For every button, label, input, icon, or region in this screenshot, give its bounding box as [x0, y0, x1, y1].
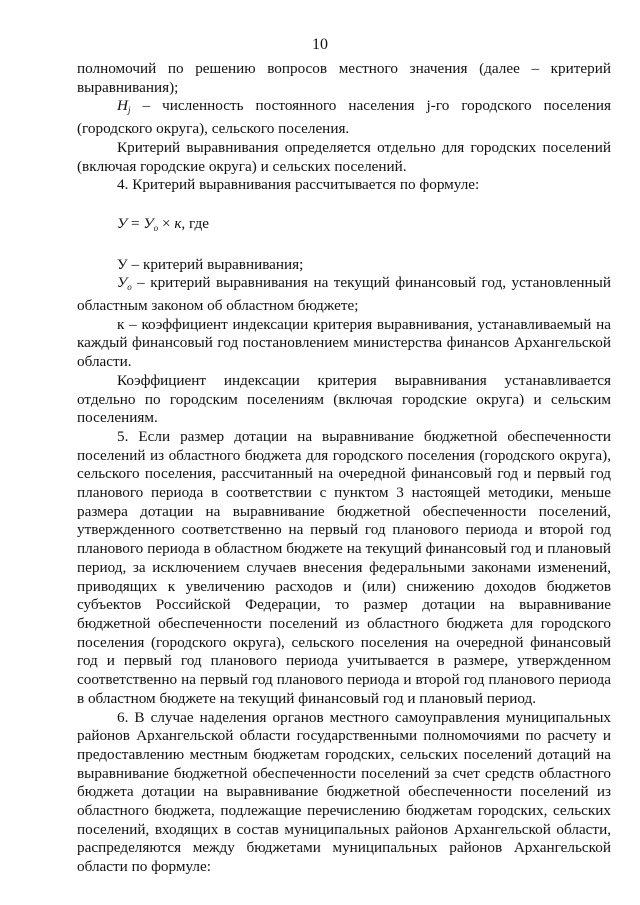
- formula-u-sub: о: [153, 222, 159, 233]
- formula-tail: , где: [181, 214, 209, 232]
- spacer: [77, 238, 611, 256]
- paragraph-k-separate: Коэффициент индексации критерия выравнивания устанавливается отдельно по городским поселениям (включая городские округа) и сельским поселениям.: [77, 371, 611, 427]
- subscript-o: о: [127, 282, 132, 293]
- formula-eq: =: [127, 214, 144, 232]
- document-body: [77, 60, 611, 877]
- formula-k: к: [174, 214, 182, 232]
- definition-h-text: – численность постоянного населения j-го городского поселения (городского округа), сельского поселения.: [77, 97, 611, 138]
- paragraph-criteria-separate: Критерий выравнивания определяется отдельно для городских поселений (включая городские округа) и сельских поселений.: [77, 138, 611, 175]
- formula-times: ×: [158, 214, 175, 232]
- definition-k: к – коэффициент индексации критерия выравнивания, устанавливаемый на каждый финансовый год постановлением министерства финансов Архангельской области.: [77, 315, 611, 371]
- formula: [77, 215, 611, 238]
- paragraph-5: 5. Если размер дотации на выравнивание бюджетной обеспеченности поселений из областного бюджета для городского поселения (городского округа), сельского поселения, рассчитанный на очередной финансовый год и первый год планового периода в соответствии с пунктом 3 настоящей методики, меньше размера дотации на выравнивание бюджетной обеспеченности поселений, утвержденного соответственно на первый год планового периода и второй год планового периода в областном бюджете на текущий финансовый год и плановый период, за исключением случаев внесения федеральными законами изменений, приводящих к увеличению расходов и (или) снижению доходов бюджетов субъектов Российской Федерации, то размер дотации на выравнивание бюджетной обеспеченности поселений из областного бюджета для городского поселения (городского округа), сельского поселения на очередной финансовый год и первый год планового периода учитывается в размере, утвержденном соответственно на первый год планового периода и второй год планового периода в областном бюджете на текущий финансовый год и плановый период.: [77, 427, 611, 707]
- definition-u: У – критерий выравнивания;: [117, 255, 304, 273]
- paragraph-intro: полномочий по решению вопросов местного значения (далее – критерий выравнивания);: [77, 60, 611, 96]
- spacer: [77, 195, 611, 215]
- symbol-h: H: [117, 97, 128, 115]
- formula-lhs: У: [117, 214, 128, 232]
- paragraph-4: 4. Критерий выравнивания рассчитывается по формуле:: [117, 176, 480, 194]
- definition-u0-text: – критерий выравнивания на текущий финансовый год, установленный областным законом об областном бюджете;: [77, 274, 611, 315]
- formula-u: У: [143, 214, 154, 232]
- definition-h: [77, 97, 611, 138]
- symbol-u: У: [117, 274, 128, 292]
- definition-u0: [77, 274, 611, 315]
- subscript-j: j: [127, 105, 131, 116]
- page-number: 10: [312, 36, 328, 53]
- paragraph-6: 6. В случае наделения органов местного самоуправления муниципальных районов Архангельской области государственными полномочиями по расчету и предоставлению местным бюджетам городских, сельских поселений дотаций на выравнивание бюджетной обеспеченности поселений за счет средств областного бюджета дотации на выравнивание бюджетной обеспеченности поселений из областного бюджета, подлежащие перечислению бюджетам городских, сельских поселений, входящих в состав муниципальных районов Архангельской области, распределяются между бюджетами муниципальных районов Архангельской области по формуле:: [77, 708, 611, 876]
